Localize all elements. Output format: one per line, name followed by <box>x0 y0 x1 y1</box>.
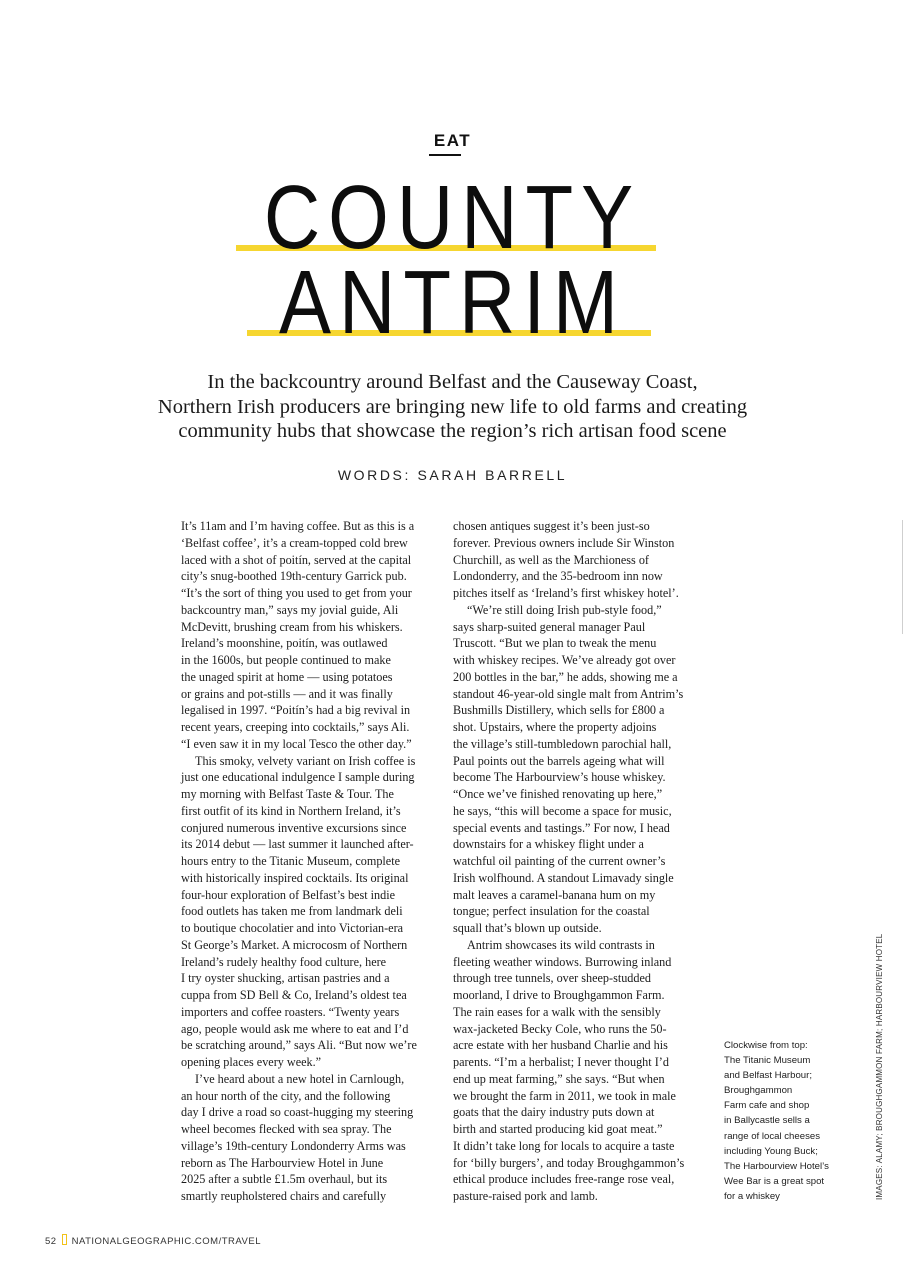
body-text-line: I try oyster shucking, artisan pastries and a <box>181 971 390 986</box>
body-text-line: recent years, creeping into cocktails,” says Ali. <box>181 720 410 734</box>
body-text-line: the unaged spirit at home — using potatoes <box>181 669 393 684</box>
standfirst-line: community hubs that showcase the region’s rich artisan food scene <box>178 420 727 442</box>
body-text-line: Irish wolfhound. A standout Limavady single <box>453 870 674 885</box>
page-footer <box>45 1234 261 1247</box>
body-text-line: end up meat farming,” she says. “But when <box>453 1071 665 1086</box>
body-text-line: my morning with Belfast Taste & Tour. The <box>181 787 394 801</box>
caption-line: and Belfast Harbour; <box>724 1070 812 1082</box>
body-text-line: laced with a shot of poitín, served at the capital <box>181 552 412 567</box>
body-text-line: squall that’s blown up outside. <box>453 921 602 935</box>
body-text-line: opening places every week.” <box>181 1055 322 1069</box>
body-text-line: just one educational indulgence I sample during <box>181 770 415 785</box>
byline: WORDS: SARAH BARRELL <box>337 467 568 483</box>
body-text-line: 200 bottles in the bar,” he adds, showing me a <box>453 669 678 684</box>
body-text-line: The rain eases for a walk with the sensibly <box>453 1004 661 1019</box>
body-text-line: become The Harbourview’s house whiskey. <box>453 770 666 785</box>
body-text-line: through tree tunnels, over sheep-studded <box>453 971 651 986</box>
site-url: NATIONALGEOGRAPHIC.COM/TRAVEL <box>71 1236 261 1247</box>
body-text-line: wax-jacketed Becky Cole, who runs the 50- <box>453 1021 667 1036</box>
body-column-1 <box>181 518 443 1205</box>
body-text-line: ethical produce includes free-range rose veal, <box>453 1172 675 1187</box>
body-text-line: Truscott. “But we plan to tweak the menu <box>453 636 657 651</box>
body-text-line: Churchill, as well as the Marchioness of <box>453 552 649 567</box>
caption-line: range of local cheeses <box>724 1130 820 1142</box>
body-text-line: It didn’t take long for locals to acquire a taste <box>453 1138 675 1153</box>
body-text-line: with historically inspired cocktails. Its original <box>181 870 409 885</box>
body-text-line: “It’s the sort of thing you used to get from your <box>181 586 412 600</box>
caption-line: in Ballycastle sells a <box>724 1115 810 1127</box>
body-text-line: be scratching around,” says Ali. “But now we’re <box>181 1038 417 1053</box>
body-text-line: ‘Belfast coffee’, it’s a cream-topped cold brew <box>181 535 408 550</box>
body-text-line: legalised in 1997. “Poitín’s had a big revival in <box>181 703 411 718</box>
body-text-line: hours entry to the Titanic Museum, complete <box>181 854 401 868</box>
body-text-line: chosen antiques suggest it’s been just-so <box>453 519 650 533</box>
body-text-line: we brought the farm in 2011, we took in male <box>453 1088 676 1103</box>
caption-line: Wee Bar is a great spot <box>724 1175 825 1187</box>
body-text-line: goats that the dairy industry puts down at <box>453 1105 655 1120</box>
body-text-line: importers and coffee roasters. “Twenty years <box>181 1004 400 1019</box>
caption-line: including Young Buck; <box>724 1145 818 1157</box>
standfirst-line: In the backcountry around Belfast and the Causeway Coast, <box>207 371 698 393</box>
body-text-line: day I drive a road so coast-hugging my steering <box>181 1105 414 1120</box>
standfirst <box>100 370 805 444</box>
body-text-line: malt leaves a caramel-banana hum on my <box>453 887 656 902</box>
caption-line: The Harbourview Hotel’s <box>724 1160 829 1172</box>
body-text-line: 2025 after a subtle £1.5m overhaul, but its <box>181 1172 388 1187</box>
body-text-line: he says, “this will become a space for music, <box>453 803 672 818</box>
body-text-line: for ‘billy burgers’, and today Broughgammon’s <box>453 1155 685 1170</box>
body-text-line: first outfit of its kind in Northern Ireland, it’s <box>181 803 401 818</box>
body-text-line: ago, people would ask me where to eat and I’d <box>181 1021 409 1036</box>
body-text-line: pitches itself as ‘Ireland’s first whiskey hotel’. <box>453 586 679 600</box>
body-text-line: parents. “I’m a herbalist; I never thought I’d <box>453 1055 669 1069</box>
body-text-line: in the 1600s, but people continued to make <box>181 653 391 667</box>
body-text-line: Ireland’s rudely healthy food culture, here <box>181 954 387 969</box>
body-text-line: downstairs for a whiskey flight under a <box>453 837 644 852</box>
body-text-line: McDevitt, brushing cream from his whiskers. <box>181 619 403 634</box>
page-edge-mark <box>902 520 903 634</box>
body-text-line: cuppa from SD Bell & Co, Ireland’s oldest tea <box>181 988 407 1002</box>
body-text-line: city’s snug-boothed 19th-century Garrick pub. <box>181 569 407 584</box>
standfirst-line: Northern Irish producers are bringing new life to old farms and creating <box>157 395 748 418</box>
caption-line: Clockwise from top: <box>724 1040 808 1051</box>
body-text-line: acre estate with her husband Charlie and his <box>453 1038 668 1053</box>
body-text-line: backcountry man,” says my jovial guide, Ali <box>181 602 399 617</box>
body-text-line: pasture-raised pork and lamb. <box>453 1189 598 1203</box>
body-text-line: Antrim showcases its wild contrasts in <box>467 937 655 952</box>
body-text-line: conjured numerous inventive excursions since <box>181 820 407 835</box>
body-text-line: wheel becomes flecked with sea spray. The <box>181 1122 392 1136</box>
body-text-line: I’ve heard about a new hotel in Carnlough, <box>195 1071 405 1086</box>
body-text-line: food outlets has taken me from landmark deli <box>181 904 403 919</box>
section-label-underline <box>429 154 461 156</box>
body-text-line: to boutique chocolatier and into Victorian-era <box>181 921 404 935</box>
caption-line: Broughgammon <box>724 1085 793 1097</box>
body-column-2 <box>453 518 715 1205</box>
body-text-line: fleeting weather windows. Burrowing inland <box>453 954 672 969</box>
body-text-line: its 2014 debut — last summer it launched after- <box>181 837 414 852</box>
body-text-line: Ireland’s moonshine, poitín, was outlawed <box>181 636 388 651</box>
body-text-line: moorland, I drive to Broughgammon Farm. <box>453 988 665 1002</box>
body-text-line: forever. Previous owners include Sir Winston <box>453 535 675 550</box>
body-text-line: Paul points out the barrels ageing what will <box>453 753 665 768</box>
body-text-line: village’s 19th-century Londonderry Arms was <box>181 1138 406 1153</box>
body-text-line: “I even saw it in my local Tesco the other day.” <box>181 736 412 751</box>
caption-line: for a whiskey <box>724 1190 780 1202</box>
body-text-line: the village’s still-tumbledown parochial hall, <box>453 736 672 751</box>
body-text-line: Bushmills Distillery, which sells for £800 a <box>453 703 665 718</box>
title-line-1: COUNTY <box>263 166 642 268</box>
body-text-line: It’s 11am and I’m having coffee. But as this is a <box>181 519 415 533</box>
body-text-line: an hour north of the city, and the following <box>181 1088 391 1103</box>
body-text-line: standout 46-year-old single malt from Antrim’s <box>453 686 684 701</box>
body-text-line: shot. Upstairs, where the property adjoins <box>453 720 657 734</box>
body-text-line: Londonderry, and the 35-bedroom inn now <box>453 569 663 584</box>
caption-line: The Titanic Museum <box>724 1055 811 1067</box>
body-text-line: reborn as The Harbourview Hotel in June <box>181 1155 384 1170</box>
body-text-line: St George’s Market. A microcosm of Northern <box>181 937 408 952</box>
page-number: 52 <box>45 1236 57 1247</box>
section-label: EAT <box>433 131 472 150</box>
caption-line: Farm cafe and shop <box>724 1100 810 1112</box>
body-text-line: four-hour exploration of Belfast’s best indie <box>181 887 396 902</box>
body-text-line: special events and tastings.” For now, I head <box>453 820 670 835</box>
body-text-line: “We’re still doing Irish pub-style food,” <box>467 602 662 617</box>
folio-divider <box>62 1234 67 1245</box>
body-text-line: “Once we’ve finished renovating up here,” <box>453 787 663 801</box>
title-line-2: ANTRIM <box>279 251 626 353</box>
body-text-line: watchful oil painting of the current owner’s <box>453 854 666 868</box>
body-text-line: This smoky, velvety variant on Irish coffee is <box>195 753 416 768</box>
body-text-line: smartly reupholstered chairs and carefully <box>181 1189 387 1203</box>
photo-caption <box>724 1038 854 1204</box>
image-credit: IMAGES: ALAMY; BROUGHGAMMON FARM; HARBOURVIEW HOTEL <box>875 933 884 1200</box>
body-text-line: says sharp-suited general manager Paul <box>453 619 646 634</box>
body-text-line: birth and started producing kid goat meat.” <box>453 1122 663 1136</box>
body-text-line: or grains and pot-stills — and it was finally <box>181 686 393 701</box>
body-text-line: with whiskey recipes. We’ve already got over <box>453 653 676 667</box>
body-text-line: tongue; perfect insulation for the coastal <box>453 904 650 919</box>
